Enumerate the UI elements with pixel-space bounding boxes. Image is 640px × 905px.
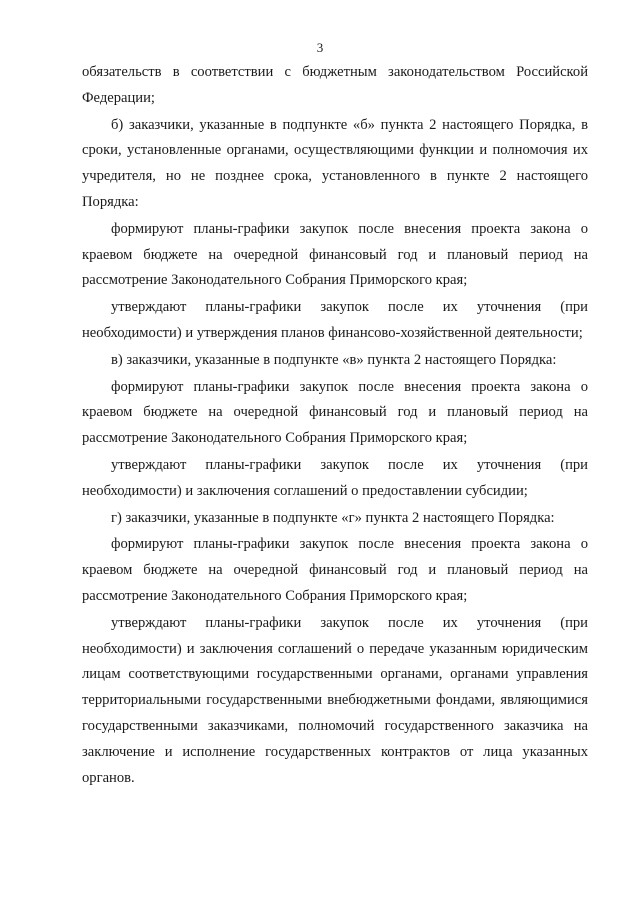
paragraph-item-g-form: формируют планы-графики закупок после внесения проекта закона о краевом бюджете на очередной финансовый год и плановый период на рассмотрение Законодательного Собрания Приморского края; [82, 536, 588, 604]
paragraph-item-b: б) заказчики, указанные в подпункте «б» пункта 2 настоящего Порядка, в сроки, установленные органами, осуществляющими функции и полномочия их учредителя, но не позднее срока, установленного в пункте 2 настоящего Порядка: [82, 116, 588, 210]
paragraph-continuation: обязательств в соответствии с бюджетным законодательством Российской Федерации; [82, 64, 588, 106]
paragraph-item-b-form: формируют планы-графики закупок после внесения проекта закона о краевом бюджете на очередной финансовый год и плановый период на рассмотрение Законодательного Собрания Приморского края; [82, 220, 588, 289]
paragraph-item-b-approve: утверждают планы-графики закупок после их уточнения (при необходимости) и утверждения планов финансово-хозяйственной деятельности; [82, 299, 588, 341]
page-number: 3 [316, 40, 324, 55]
paragraph-item-v: в) заказчики, указанные в подпункте «в» пункта 2 настоящего Порядка: [111, 351, 557, 368]
paragraph-item-g-approve: утверждают планы-графики закупок после их уточнения (при необходимости) и заключения соглашений о передаче указанным юридическим лицам соответствующими государственными органами, органами управления территориальными государственными внебюджетными фондами, являющимися государственными заказчиками, полномочий государственного заказчика на заключение и исполнение государственных контрактов от лица указанных органов. [82, 614, 588, 786]
paragraph-item-g: г) заказчики, указанные в подпункте «г» пункта 2 настоящего Порядка: [111, 509, 555, 526]
paragraph-item-v-form: формируют планы-графики закупок после внесения проекта закона о краевом бюджете на очередной финансовый год и плановый период на рассмотрение Законодательного Собрания Приморского края; [82, 378, 588, 447]
paragraph-item-v-approve: утверждают планы-графики закупок после их уточнения (при необходимости) и заключения соглашений о предоставлении субсидии; [82, 456, 588, 499]
document-body [82, 60, 588, 791]
